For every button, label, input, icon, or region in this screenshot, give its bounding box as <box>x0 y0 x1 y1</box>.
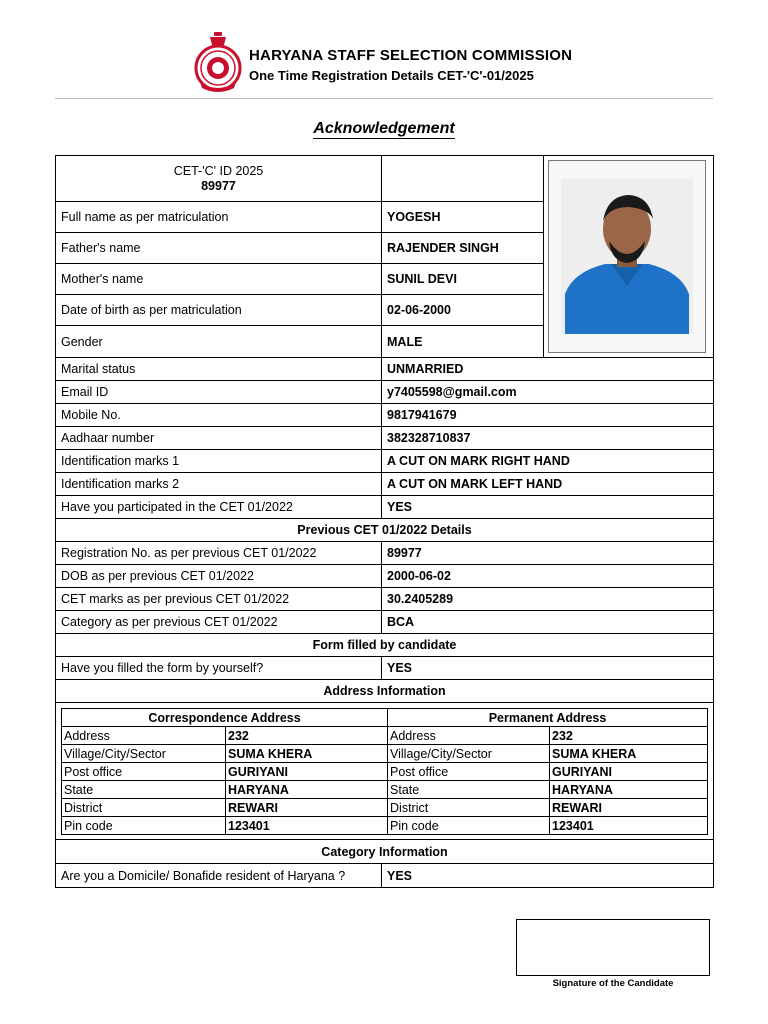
address-data-row <box>62 763 708 781</box>
previous-cet-label: Category as per previous CET 01/2022 <box>56 611 382 634</box>
perm-value: REWARI <box>550 799 708 817</box>
correspondence-address-heading: Correspondence Address <box>62 709 388 727</box>
cet-id-blank <box>382 156 544 202</box>
corr-label: District <box>62 799 226 817</box>
detail-value: A CUT ON MARK RIGHT HAND <box>382 450 714 473</box>
address-wrap-cell <box>56 703 714 840</box>
personal-label: Full name as per matriculation <box>56 202 382 233</box>
section-header-row <box>56 840 714 864</box>
category-heading: Category Information <box>56 840 714 864</box>
detail-label: Marital status <box>56 358 382 381</box>
previous-cet-value: 2000-06-02 <box>382 565 714 588</box>
detail-row <box>56 473 714 496</box>
perm-label: District <box>388 799 550 817</box>
details-table <box>55 155 714 888</box>
detail-value: 9817941679 <box>382 404 714 427</box>
acknowledgement-heading: Acknowledgement <box>313 120 455 137</box>
detail-row <box>56 427 714 450</box>
corr-value: GURIYANI <box>226 763 388 781</box>
perm-value: SUMA KHERA <box>550 745 708 763</box>
corr-value: 232 <box>226 727 388 745</box>
address-data-row <box>62 727 708 745</box>
previous-cet-heading: Previous CET 01/2022 Details <box>56 519 714 542</box>
previous-cet-value: BCA <box>382 611 714 634</box>
corr-value: REWARI <box>226 799 388 817</box>
corr-label: Address <box>62 727 226 745</box>
detail-row <box>56 496 714 519</box>
corr-value: 123401 <box>226 817 388 835</box>
perm-value: HARYANA <box>550 781 708 799</box>
address-data-row <box>62 817 708 835</box>
section-header-row <box>56 519 714 542</box>
cet-id-label: CET-'C' ID 2025 <box>173 163 264 178</box>
previous-cet-label: Registration No. as per previous CET 01/2022 <box>56 542 382 565</box>
personal-label: Gender <box>56 326 382 358</box>
cet-id-row <box>56 156 714 202</box>
category-row <box>56 864 714 888</box>
category-value: YES <box>382 864 714 888</box>
form-filled-heading: Form filled by candidate <box>56 634 714 657</box>
category-label: Are you a Domicile/ Bonafide resident of Haryana ? <box>56 864 382 888</box>
address-table <box>61 708 708 835</box>
detail-value: 382328710837 <box>382 427 714 450</box>
corr-label: State <box>62 781 226 799</box>
signature-box <box>516 919 710 976</box>
personal-value: YOGESH <box>382 202 544 233</box>
signature-label: Signature of the Candidate <box>552 978 674 989</box>
previous-cet-row <box>56 565 714 588</box>
photo-cell <box>544 156 714 358</box>
perm-value: 123401 <box>550 817 708 835</box>
corr-value: HARYANA <box>226 781 388 799</box>
perm-label: State <box>388 781 550 799</box>
perm-value: 232 <box>550 727 708 745</box>
address-data-row <box>62 781 708 799</box>
state-emblem-icon <box>192 32 244 94</box>
corr-label: Pin code <box>62 817 226 835</box>
cet-id-value: 89977 <box>201 178 236 193</box>
acknowledgement-heading-wrap <box>0 120 768 138</box>
personal-value: 02-06-2000 <box>382 295 544 326</box>
address-header-row <box>62 709 708 727</box>
registration-subtitle: One Time Registration Details CET-'C'-01/2025 <box>249 68 534 83</box>
previous-cet-row <box>56 542 714 565</box>
detail-row <box>56 450 714 473</box>
corr-label: Village/City/Sector <box>62 745 226 763</box>
personal-value: RAJENDER SINGH <box>382 233 544 264</box>
perm-value: GURIYANI <box>550 763 708 781</box>
address-data-row <box>62 799 708 817</box>
detail-value: UNMARRIED <box>382 358 714 381</box>
form-filled-label: Have you filled the form by yourself? <box>56 657 382 680</box>
detail-label: Have you participated in the CET 01/2022 <box>56 496 382 519</box>
form-filled-row <box>56 657 714 680</box>
personal-label: Father's name <box>56 233 382 264</box>
perm-label: Address <box>388 727 550 745</box>
permanent-address-heading: Permanent Address <box>388 709 708 727</box>
perm-label: Village/City/Sector <box>388 745 550 763</box>
detail-label: Mobile No. <box>56 404 382 427</box>
detail-row <box>56 358 714 381</box>
personal-value: SUNIL DEVI <box>382 264 544 295</box>
header-divider <box>55 98 713 99</box>
address-heading: Address Information <box>56 680 714 703</box>
previous-cet-value: 89977 <box>382 542 714 565</box>
section-header-row <box>56 680 714 703</box>
detail-row <box>56 381 714 404</box>
org-title: HARYANA STAFF SELECTION COMMISSION <box>249 47 573 64</box>
address-row <box>56 703 714 840</box>
detail-value: YES <box>382 496 714 519</box>
detail-label: Aadhaar number <box>56 427 382 450</box>
previous-cet-row <box>56 611 714 634</box>
candidate-photo <box>548 160 706 353</box>
previous-cet-label: CET marks as per previous CET 01/2022 <box>56 588 382 611</box>
previous-cet-value: 30.2405289 <box>382 588 714 611</box>
detail-label: Identification marks 2 <box>56 473 382 496</box>
address-data-row <box>62 745 708 763</box>
personal-label: Date of birth as per matriculation <box>56 295 382 326</box>
detail-value: A CUT ON MARK LEFT HAND <box>382 473 714 496</box>
detail-value: y7405598@gmail.com <box>382 381 714 404</box>
personal-value: MALE <box>382 326 544 358</box>
perm-label: Pin code <box>388 817 550 835</box>
detail-label: Identification marks 1 <box>56 450 382 473</box>
cet-id-cell <box>56 156 382 202</box>
form-filled-value: YES <box>382 657 714 680</box>
previous-cet-label: DOB as per previous CET 01/2022 <box>56 565 382 588</box>
detail-row <box>56 404 714 427</box>
personal-label: Mother's name <box>56 264 382 295</box>
previous-cet-row <box>56 588 714 611</box>
perm-label: Post office <box>388 763 550 781</box>
section-header-row <box>56 634 714 657</box>
corr-value: SUMA KHERA <box>226 745 388 763</box>
detail-label: Email ID <box>56 381 382 404</box>
corr-label: Post office <box>62 763 226 781</box>
